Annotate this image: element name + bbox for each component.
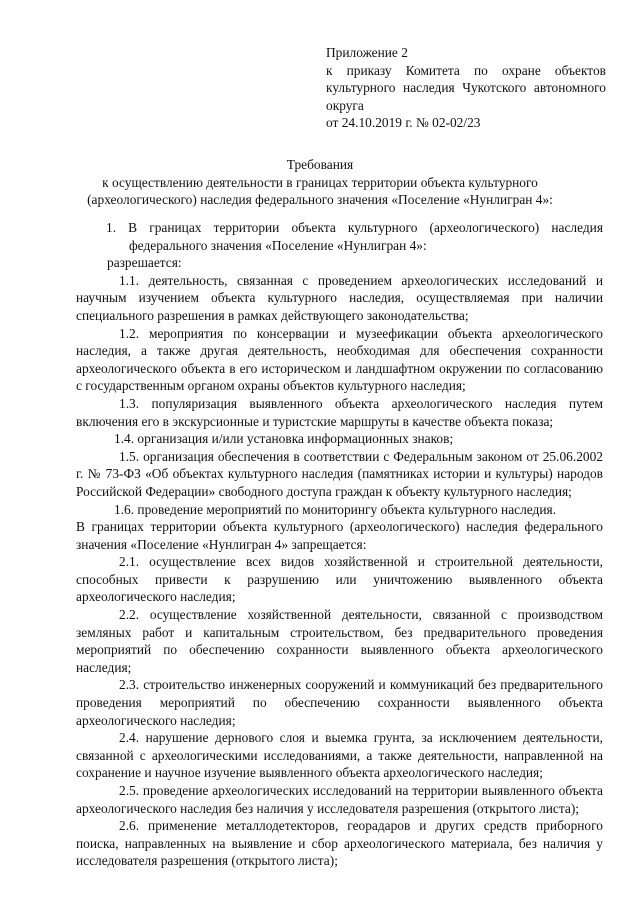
appendix-date-line: от 24.10.2019 г. № 02-02/23 bbox=[326, 115, 481, 131]
section-1-heading bbox=[106, 219, 603, 237]
list-item: 1.2. мероприятия по консервации и музеефикации объекта археологического наследия, а также другая деятельность, необходимая для обеспечения сохранности археологического объекта в его историческом и ландшафтном окружении по согласованию с государственным органом охраны объектов культурного наследия; bbox=[76, 325, 603, 394]
list-item: 1.3. популяризация выявленного объекта археологического наследия путем включения его в экскурсионные и туристские маршруты в качестве объекта показа; bbox=[76, 395, 603, 429]
section-1-number: 1. bbox=[106, 220, 117, 235]
section-1-line-1: В границах территории объекта культурного (археологического) наследия bbox=[128, 220, 603, 235]
section-2-intro: В границах территории объекта культурного (археологического) наследия федерального значения «Поселение «Нунлигран 4» запрещается: bbox=[76, 519, 603, 552]
title-heading: Требования bbox=[286, 157, 354, 172]
list-item: 1.6. проведение мероприятий по мониторингу объекта культурного наследия. bbox=[114, 501, 557, 517]
list-item: 2.3. строительство инженерных сооружений и коммуникаций без предварительного проведения мероприятий по обеспечению сохранности выявленного объекта археологического наследия; bbox=[76, 677, 603, 728]
list-item: 2.4. нарушение дернового слоя и выемка грунта, за исключением деятельности, связанной с археологическими исследованиями, а также деятельности, направленной на сохранение и научное изучение выявленного объекта археологического наследия; bbox=[76, 730, 603, 781]
section-1-line-2: федерального значения «Поселение «Нунлигран 4»: bbox=[129, 237, 427, 253]
list-item: 1.1. деятельность, связанная с проведением археологических исследований и научным изучением объекта культурного наследия, осуществляемая при наличии специального разрешения в рамках действующего законодательства; bbox=[76, 272, 603, 323]
list-item: 2.6. применение металлодетекторов, георадаров и других средств приборного поиска, направленных на выявление и сбор археологического материала, без наличия у исследователя разрешения (открытого листа); bbox=[76, 818, 603, 869]
appendix-order-line: к приказу Комитета по охране объектов bbox=[326, 62, 606, 78]
document-body bbox=[76, 219, 603, 870]
list-item: 2.5. проведение археологических исследований на территории выявленного объекта археологического наследия без наличия у исследователя разрешения (открытого листа); bbox=[76, 783, 603, 816]
list-item: 1.5. организация обеспечения в соответствии с Федеральным законом от 25.06.2002 г. № 73-ФЗ «Об объектах культурного наследия (памятниках истории и культуры) народов Российской Федерации» свободного доступа граждан к объекту культурного наследия; bbox=[76, 448, 603, 499]
appendix-label: Приложение 2 bbox=[326, 45, 408, 60]
list-item: 2.2. осуществление хозяйственной деятельности, связанной с производством земляных работ и капитальным строительством, без предварительного проведения мероприятий по обеспечению сохранности выявленного объекта археологического наследия; bbox=[76, 607, 603, 675]
title-line-2: к осуществлению деятельности в границах территории объекта культурного bbox=[102, 174, 538, 190]
section-1-allowed: разрешается: bbox=[107, 255, 182, 271]
list-item: 1.4. организация и/или установка информационных знаков; bbox=[114, 431, 454, 447]
list-item: 2.1. осуществление всех видов хозяйственной и строительной деятельности, способных привести к разрушению или уничтожению выявленного объекта археологического наследия; bbox=[76, 554, 603, 605]
appendix-committee-line: культурного наследия Чукотского автономного bbox=[326, 80, 606, 96]
appendix-region-line: округа bbox=[326, 97, 364, 113]
appendix-header bbox=[326, 44, 606, 132]
title-line-3: (археологического) наследия федерального значения «Поселение «Нунлигран 4»: bbox=[87, 192, 553, 208]
document-title bbox=[60, 156, 580, 209]
